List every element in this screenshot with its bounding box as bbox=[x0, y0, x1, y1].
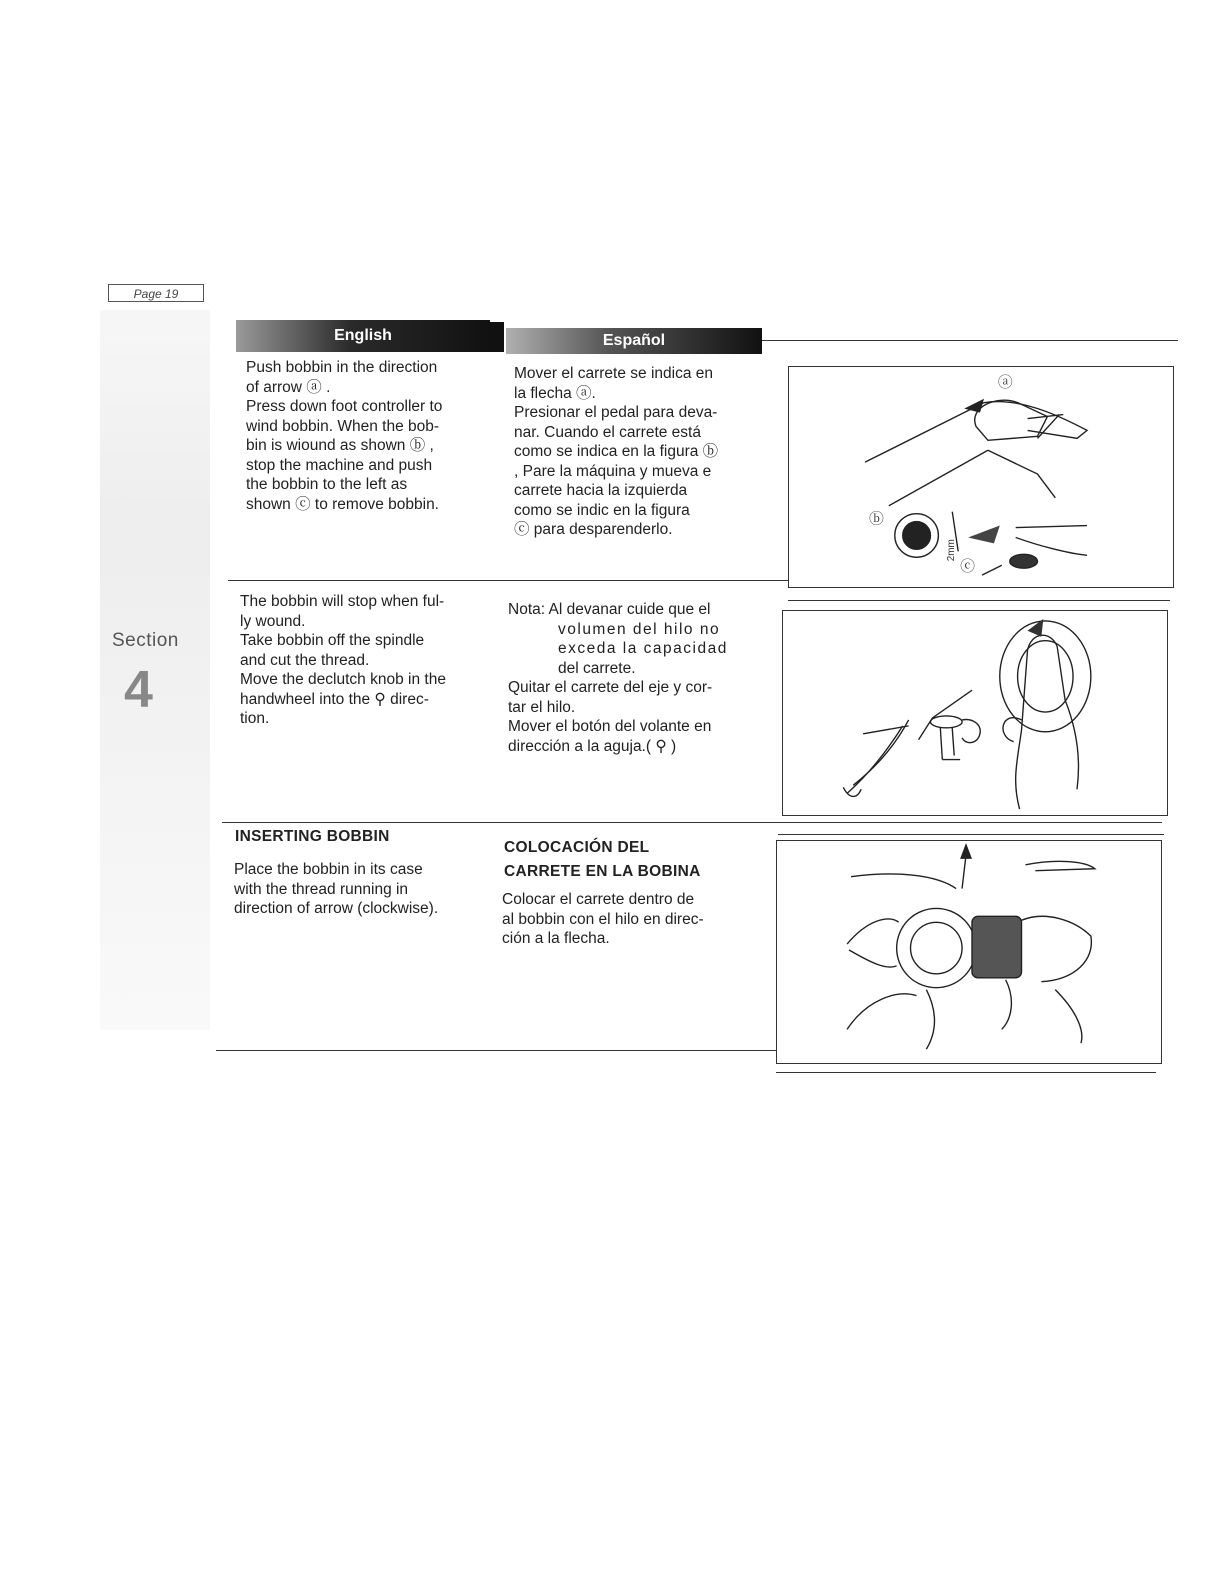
text-line: shown ⓒ to remove bobbin. bbox=[246, 495, 439, 513]
text-line: Mover el botón del volante en bbox=[508, 718, 712, 735]
header-separator bbox=[490, 322, 504, 352]
figure2-top-rule bbox=[788, 600, 1170, 601]
note-line: del carrete. bbox=[558, 659, 636, 677]
text-line: bin is wiound as shown ⓑ , bbox=[246, 437, 434, 454]
header-rule bbox=[762, 340, 1178, 341]
block1-spanish-text bbox=[514, 364, 770, 540]
text-line: tar el hilo. bbox=[508, 698, 576, 716]
text-line: of arrow ⓐ . bbox=[246, 378, 331, 396]
text-line: ⓒ para desparenderlo. bbox=[514, 521, 673, 538]
text-line: como se indic en la figura bbox=[514, 501, 690, 519]
text-line: ly wound. bbox=[240, 612, 306, 630]
text-line: ción a la flecha. bbox=[502, 930, 610, 947]
text-line: tion. bbox=[240, 710, 270, 727]
text-line: Push bobbin in the direction bbox=[246, 359, 438, 376]
figure-label-b: ⓑ bbox=[869, 511, 884, 528]
page-label: Page 19 bbox=[108, 284, 204, 302]
heading-line: COLOCACIÓN DEL bbox=[504, 839, 650, 856]
bottom-rule bbox=[776, 1072, 1156, 1073]
colocacion-heading bbox=[504, 836, 701, 884]
text-line: Presionar el pedal para deva- bbox=[514, 404, 718, 421]
text-line: Quitar el carrete del eje y cor- bbox=[508, 679, 713, 696]
block3-spanish-text bbox=[502, 890, 762, 949]
inserting-bobbin-illustration bbox=[777, 841, 1161, 1063]
text-line: dirección a la aguja.( ⚲ ) bbox=[508, 737, 677, 755]
figure3-top-rule bbox=[778, 834, 1164, 835]
text-line: , Pare la máquina y mueva e bbox=[514, 462, 712, 480]
divider-3 bbox=[216, 1050, 776, 1051]
section-label: Section bbox=[112, 630, 179, 651]
text-line: the bobbin to the left as bbox=[246, 476, 408, 493]
text-line: Mover el carrete se indica en bbox=[514, 365, 714, 382]
text-line: nar. Cuando el carrete está bbox=[514, 423, 701, 441]
text-line: Take bobbin off the spindle bbox=[240, 632, 425, 649]
inserting-bobbin-heading: INSERTING BOBBIN bbox=[235, 828, 390, 845]
text-line: la flecha ⓐ. bbox=[514, 384, 596, 402]
block1-english-text bbox=[246, 358, 496, 514]
text-line: with the thread running in bbox=[234, 880, 409, 898]
text-line: wind bobbin. When the bob- bbox=[246, 417, 440, 435]
inserting-bobbin-figure bbox=[776, 840, 1162, 1064]
text-line: como se indica en la figura ⓑ bbox=[514, 443, 719, 460]
note-line: exceda la capacidad bbox=[558, 640, 728, 657]
block2-spanish-text bbox=[508, 600, 770, 756]
bobbin-removal-figure bbox=[782, 610, 1168, 816]
block2-english-text bbox=[240, 592, 490, 729]
figure-label-a: ⓐ bbox=[997, 374, 1013, 391]
bobbin-removal-illustration bbox=[783, 611, 1167, 815]
text-line: The bobbin will stop when ful- bbox=[240, 593, 445, 610]
heading-line: CARRETE EN LA BOBINA bbox=[504, 863, 701, 880]
divider-1 bbox=[228, 580, 788, 581]
bobbin-winding-illustration bbox=[789, 367, 1173, 587]
text-line: Colocar el carrete dentro de bbox=[502, 891, 695, 908]
divider-2 bbox=[222, 822, 1162, 823]
spanish-header: Español bbox=[506, 328, 762, 354]
text-line: Move the declutch knob in the bbox=[240, 671, 446, 688]
text-line: handwheel into the ⚲ direc- bbox=[240, 690, 429, 708]
text-line: Press down foot controller to bbox=[246, 398, 443, 415]
english-header: English bbox=[236, 320, 490, 352]
text-line: carrete hacia la izquierda bbox=[514, 482, 688, 499]
text-line: direction of arrow (clockwise). bbox=[234, 900, 439, 917]
text-line: al bobbin con el hilo en direc- bbox=[502, 910, 704, 928]
figure-label-c: ⓒ bbox=[960, 559, 976, 576]
section-number: 4 bbox=[124, 661, 153, 719]
scan-margin-shading bbox=[100, 310, 210, 1030]
block3-english-text bbox=[234, 860, 484, 919]
text-line: and cut the thread. bbox=[240, 651, 370, 669]
text-line: stop the machine and push bbox=[246, 456, 433, 474]
note-line: volumen del hilo no bbox=[558, 620, 721, 638]
text-line: Place the bobbin in its case bbox=[234, 861, 423, 878]
note-line: Nota: Al devanar cuide que el bbox=[508, 601, 711, 618]
bobbin-winding-figure bbox=[788, 366, 1174, 588]
figure-label-gap: 2mm bbox=[946, 539, 958, 562]
